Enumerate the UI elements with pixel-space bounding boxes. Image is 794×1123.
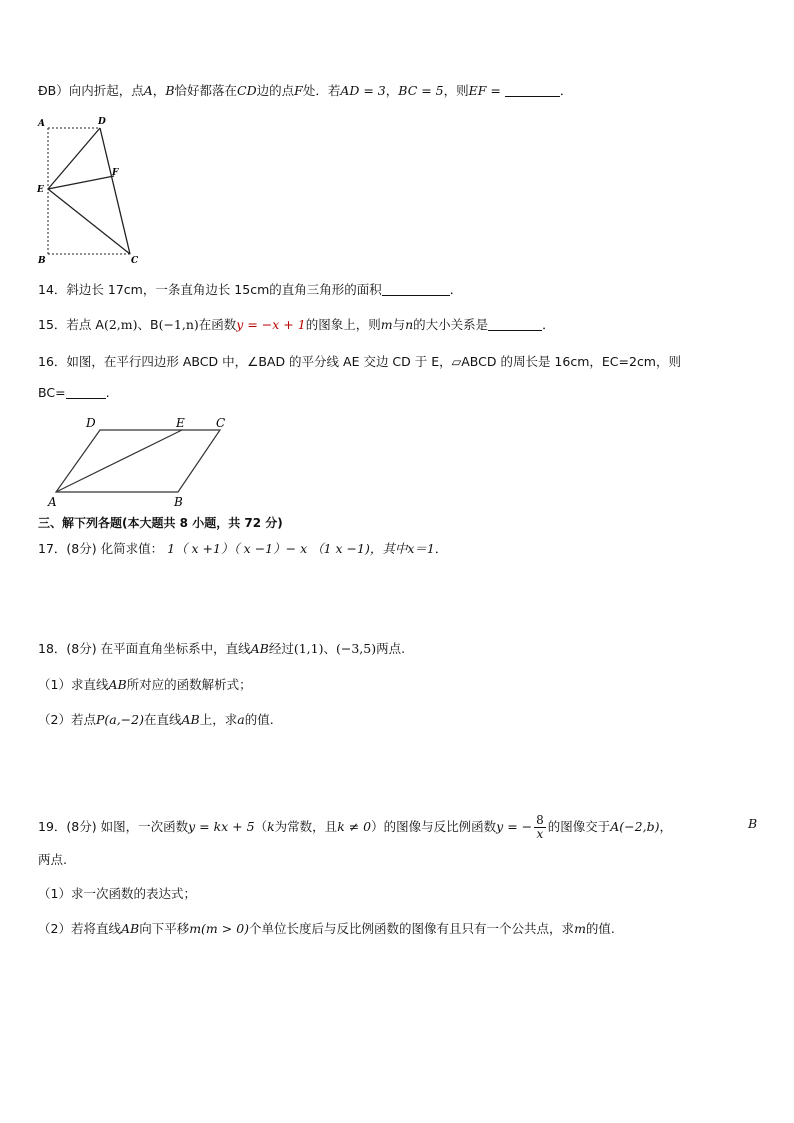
q19-k-condition: k ≠ 0: [337, 819, 372, 834]
q19-var-m: m: [574, 921, 586, 936]
q13-bc-value: BC = 5: [398, 83, 444, 98]
q17-text-pre: 17．(8分) 化简求值：: [38, 541, 164, 556]
q15-text-mid1: 、B: [137, 317, 159, 332]
q13-text-d: 边的点: [256, 83, 295, 98]
q19-part2-mid2: 个单位长度后与反比例函数的图像有且只有一个公共点，求: [249, 921, 575, 936]
q15-line: [38, 316, 555, 334]
q19-point-b: B: [748, 816, 758, 831]
q19-line2-text: 两点.: [38, 852, 67, 867]
q15-text-pre: 15．若点 A: [38, 317, 104, 332]
q13-end: ．: [559, 83, 573, 98]
q19-var-k: k: [267, 819, 275, 834]
q13-text-b: ，: [152, 83, 166, 98]
q18-point2: (−3,5): [335, 641, 377, 656]
q13-label-c: C: [131, 256, 139, 266]
q16-line1: [38, 353, 681, 371]
q13-text-e: 处．若: [302, 83, 341, 98]
q19-text-mid3: ）的图像与反比例函数: [371, 819, 497, 834]
q19-fraction-numerator: 8: [536, 813, 544, 827]
q13-figure: [34, 112, 144, 266]
q13-text-c: 恰好都落在: [174, 83, 238, 98]
q15-text-mid3: 的图象上，则: [305, 317, 381, 332]
q13-text-a: ĐB）向内折起，点: [38, 83, 144, 98]
q14-end: ．: [449, 282, 463, 297]
q19-point-a: A(−2,b): [610, 819, 660, 834]
q13-ef-label: EF =: [468, 83, 501, 98]
q15-var-m: m: [380, 317, 393, 332]
q19-part1: [38, 885, 196, 903]
q13-point-b: B: [165, 83, 175, 98]
q17-end: ．: [434, 541, 448, 556]
q15-text-mid4: 与: [392, 317, 406, 332]
q14-text: 14．斜边长 17cm，一条直角边长 15cm的直角三角形的面积: [38, 282, 382, 297]
q19-part2: [38, 920, 615, 938]
q15-b-coord: (−1,n): [158, 317, 199, 332]
q18-var-a: a: [237, 712, 245, 727]
q18-point1: (1,1): [293, 641, 324, 656]
q16-parallelogram: [56, 430, 220, 492]
q18-part2-mid2: 上，求: [199, 712, 238, 727]
q18-part2-end: 的值.: [244, 712, 274, 727]
q14-line: [38, 281, 462, 299]
q16-segment-ae: [56, 430, 182, 492]
q13-segment-ec: [48, 189, 130, 254]
q18-point-p: P(a,−2): [95, 712, 144, 727]
q19-part1-text: （1）求一次函数的表达式；: [38, 886, 196, 901]
q15-text-mid5: 的大小关系是: [413, 317, 489, 332]
q16-bc-label: BC=: [38, 385, 66, 400]
q13-label-b: B: [38, 256, 46, 266]
q19-text-mid5: ，: [659, 819, 672, 834]
q15-a-coord: (2,m): [103, 317, 138, 332]
q13-side-cd: CD: [237, 83, 257, 98]
q13-text-line: [38, 82, 572, 100]
q15-end: ．: [542, 317, 555, 332]
q16-figure: [40, 410, 240, 510]
q17-expression: 1（ x +1）（ x −1）− x （1 x −1)，其中: [167, 541, 408, 556]
section3-title-text: 三、解下列各题(本大题共 8 小题，共 72 分): [38, 516, 283, 530]
q17-condition: x＝1: [407, 541, 435, 556]
q18-text-pre: 18．(8分) 在平面直角坐标系中，直线: [38, 641, 251, 656]
section3-title: [38, 514, 283, 532]
q19-linear-function: y = kx + 5: [188, 819, 255, 834]
q19-line1: [38, 814, 672, 841]
q13-label-f: F: [112, 168, 119, 178]
q15-function: y = −x + 1: [236, 317, 306, 332]
q18-line: [38, 640, 405, 658]
q19-text-pre: 19．(8分) 如图，一次函数: [38, 819, 189, 834]
q16-label-d: D: [86, 416, 96, 430]
q18-line-ab: AB: [250, 641, 269, 656]
q19-text-mid1: （: [254, 819, 268, 834]
q17-line: [38, 540, 447, 558]
q18-part1-pre: （1）求直线: [38, 677, 109, 692]
q14-answer-blank[interactable]: [382, 283, 450, 296]
q19-part2-mid: 向下平移: [139, 921, 190, 936]
q16-label-e: E: [176, 416, 185, 430]
q16-line2: [38, 384, 110, 402]
q13-segment-dc: [100, 128, 130, 254]
q18-end: 两点.: [376, 641, 406, 656]
q18-text-mid: 经过: [268, 641, 294, 656]
q19-text-mid2: 为常数，且: [274, 819, 338, 834]
q18-part2-ab: AB: [181, 712, 200, 727]
q16-end: .: [105, 385, 110, 400]
q19-fraction: [534, 814, 546, 841]
q15-var-n: n: [405, 317, 414, 332]
q15-answer-blank[interactable]: [488, 318, 542, 331]
q13-answer-blank[interactable]: [505, 84, 560, 97]
q18-part1-end: 所对应的函数解析式；: [126, 677, 252, 692]
q16-text: 16．如图，在平行四边形 ABCD 中，∠BAD 的平分线 AE 交边 CD 于 E，▱ABCD 的周长是 16cm，EC=2cm，则: [38, 354, 681, 369]
q19-part2-m-condition: m(m > 0): [189, 921, 250, 936]
q13-label-d: D: [98, 117, 106, 127]
q19-part2-pre: （2）若将直线: [38, 921, 121, 936]
q13-text-f: ，则: [443, 83, 469, 98]
q19-part2-ab: AB: [120, 921, 140, 936]
q13-label-a: A: [38, 119, 45, 129]
q19-line2: [38, 851, 67, 869]
q18-part2-mid: 在直线: [143, 712, 182, 727]
q13-point-f: F: [294, 83, 303, 98]
q18-part2-pre: （2）若点: [38, 712, 96, 727]
q18-separator: 、: [323, 641, 336, 656]
q15-text-mid2: 在函数: [198, 317, 237, 332]
q13-ad-value: AD = 3: [340, 83, 386, 98]
q13-point-a: A: [143, 83, 153, 98]
q19-part2-end: 的值.: [585, 921, 615, 936]
q13-separator: ，: [385, 83, 399, 98]
q16-label-b: B: [174, 495, 183, 509]
q19-inverse-function-lhs: y = −: [496, 819, 533, 834]
q18-part2: [38, 711, 274, 729]
q16-label-a: A: [48, 495, 57, 509]
q19-text-mid4: 的图像交于: [547, 819, 611, 834]
q19-fraction-denominator: x: [536, 827, 544, 841]
q13-label-e: E: [37, 185, 44, 195]
q16-answer-blank[interactable]: [66, 386, 106, 399]
q18-part1: [38, 676, 252, 694]
q16-label-c: C: [216, 416, 226, 430]
q18-part1-ab: AB: [108, 677, 127, 692]
